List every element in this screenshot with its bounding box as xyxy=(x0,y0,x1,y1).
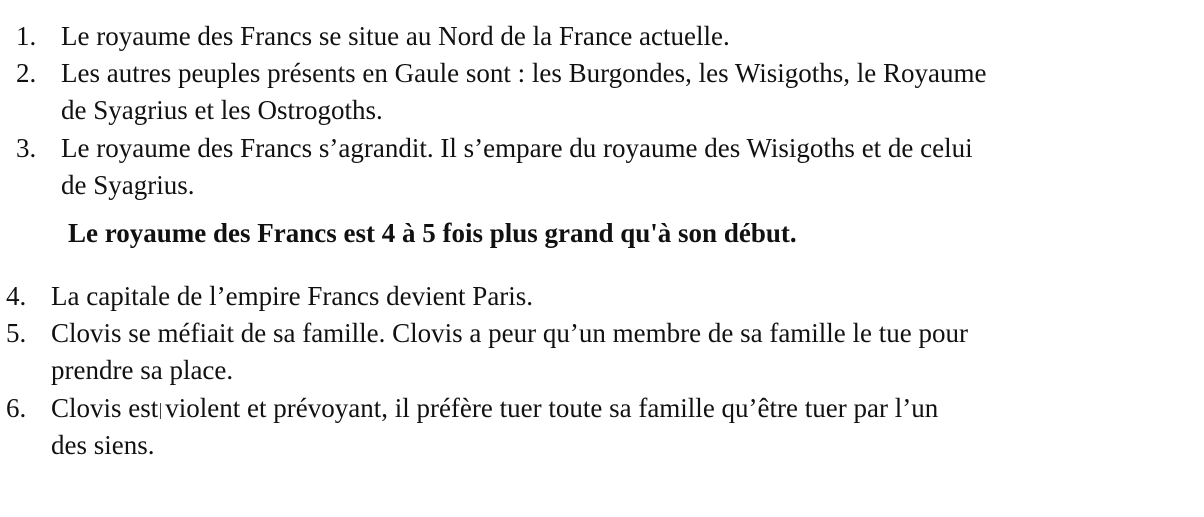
list-number: 3. xyxy=(16,133,37,163)
list-number: 5. xyxy=(6,318,27,348)
text-cursor-mark xyxy=(160,403,161,419)
list-text-continuation: de Syagrius et les Ostrogoths. xyxy=(61,95,383,125)
list-text: Clovis se méfiait de sa famille. Clovis a peur qu’un membre de sa famille le tue pour xyxy=(51,318,968,348)
list-text-start: Clovis est xyxy=(51,393,159,423)
list-text: Le royaume des Francs s’agrandit. Il s’empare du royaume des Wisigoths et de celui xyxy=(61,133,973,163)
list-number: 4. xyxy=(6,281,27,311)
list-number: 6. xyxy=(6,393,27,423)
list-text-continuation: prendre sa place. xyxy=(51,355,234,385)
emphasis-statement: Le royaume des Francs est 4 à 5 fois plus grand qu'à son début. xyxy=(68,218,797,248)
list-text: Le royaume des Francs se situe au Nord de la France actuelle. xyxy=(61,21,730,51)
list-number: 2. xyxy=(16,58,37,88)
list-text-continuation: de Syagrius. xyxy=(61,170,195,200)
list-number: 1. xyxy=(16,21,37,51)
list-text-continuation: des siens. xyxy=(51,430,155,460)
list-text: La capitale de l’empire Francs devient Paris. xyxy=(51,281,534,311)
list-text xyxy=(51,390,938,427)
list-text-rest: violent et prévoyant, il préfère tuer toute sa famille qu’être tuer par l’un xyxy=(165,393,939,423)
list-text: Les autres peuples présents en Gaule sont : les Burgondes, les Wisigoths, le Royaume xyxy=(61,58,987,88)
